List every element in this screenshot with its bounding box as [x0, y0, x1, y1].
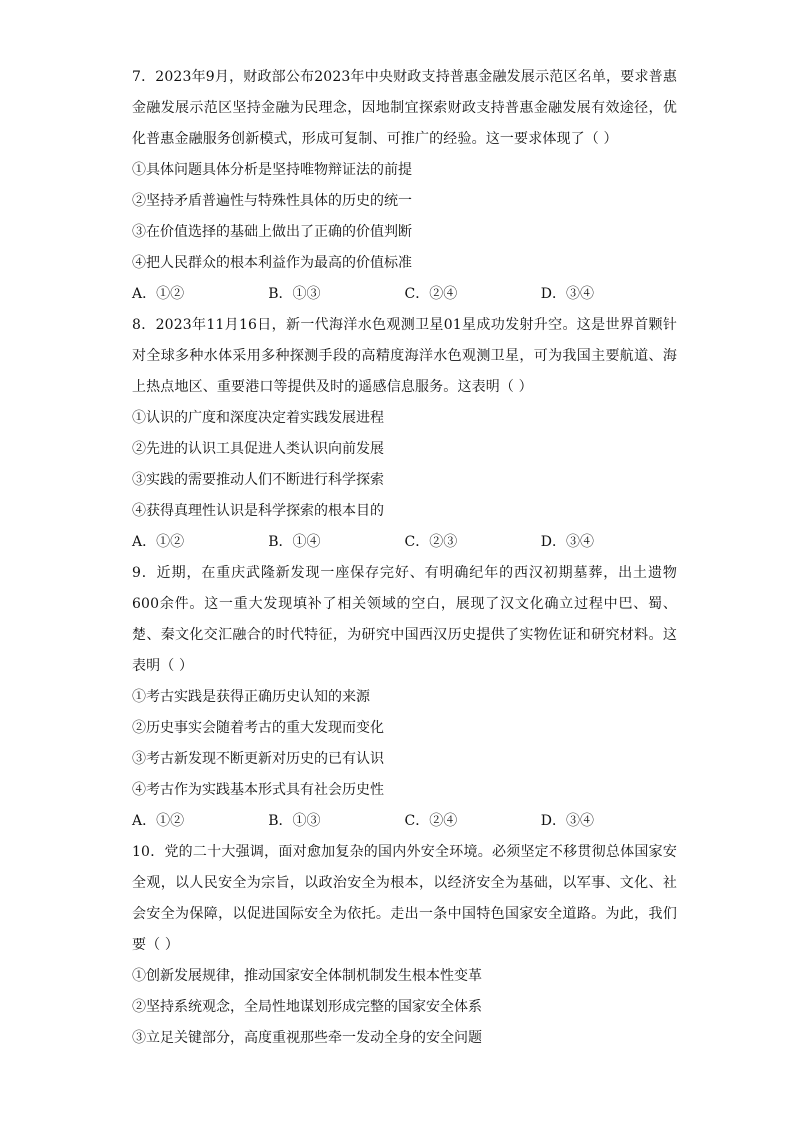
question-stem: 9．近期，在重庆武隆新发现一座保存完好、有明确纪年的西汉初期墓葬，出土遗物600余件。这一重大发现填补了相关领域的空白，展现了汉文化确立过程中巴、蜀、楚、秦文化交汇融合的时代特征，为研究中国西汉历史提供了实物佐证和研究材料。这表明（ ）	[132, 565, 677, 674]
statement-2: ②坚持系统观念，全局性地谋划形成完整的国家安全体系	[132, 999, 482, 1015]
statement-4: ④考古作为实践基本形式具有社会历史性	[132, 782, 384, 798]
statement-3: ③立足关键部分，高度重视那些牵一发动全身的安全问题	[132, 1030, 482, 1046]
choice-a: A．①②	[132, 534, 185, 550]
statement-2: ②历史事实会随着考古的重大发现而变化	[132, 720, 384, 736]
exam-content	[132, 62, 677, 1054]
statement-1: ①创新发展规律，推动国家安全体制机制发生根本性变革	[132, 968, 482, 984]
choice-d: D．③④	[540, 286, 594, 302]
question-8	[132, 310, 677, 558]
question-10	[132, 837, 677, 1054]
choice-c: C．②④	[404, 813, 458, 829]
question-stem: 7．2023年9月，财政部公布2023年中央财政支持普惠金融发展示范区名单，要求普惠金融发展示范区坚持金融为民理念，因地制宜探索财政支持普惠金融发展有效途径，优化普惠金融服务创新模式，形成可复制、可推广的经验。这一要求体现了（ ）	[132, 69, 677, 147]
question-9	[132, 558, 677, 837]
answer-choices	[132, 279, 677, 310]
statement-1: ①认识的广度和深度决定着实践发展进程	[132, 410, 384, 426]
choice-b: B．①③	[268, 286, 321, 302]
question-7	[132, 62, 677, 310]
statement-4: ④把人民群众的根本利益作为最高的价值标准	[132, 255, 412, 271]
choice-c: C．②④	[404, 286, 458, 302]
choice-b: B．①③	[268, 813, 321, 829]
choice-b: B．①④	[268, 534, 321, 550]
statement-3: ③在价值选择的基础上做出了正确的价值判断	[132, 224, 412, 240]
question-stem: 10．党的二十大强调，面对愈加复杂的国内外安全环境。必须坚定不移贯彻总体国家安全观，以人民安全为宗旨，以政治安全为根本，以经济安全为基础，以军事、文化、社会安全为保障，以促进国际安全为依托。走出一条中国特色国家安全道路。为此，我们要（ ）	[132, 844, 677, 953]
statement-1: ①考古实践是获得正确历史认知的来源	[132, 689, 370, 705]
question-stem: 8．2023年11月16日，新一代海洋水色观测卫星01星成功发射升空。这是世界首颗针对全球多种水体采用多种探测手段的高精度海洋水色观测卫星，可为我国主要航道、海上热点地区、重要港口等提供及时的遥感信息服务。这表明（ ）	[132, 317, 677, 395]
choice-d: D．③④	[540, 534, 594, 550]
statement-4: ④获得真理性认识是科学探索的根本目的	[132, 503, 384, 519]
statement-2: ②坚持矛盾普遍性与特殊性具体的历史的统一	[132, 193, 412, 209]
choice-c: C．②③	[404, 534, 458, 550]
answer-choices	[132, 806, 677, 837]
statement-2: ②先进的认识工具促进人类认识向前发展	[132, 441, 384, 457]
choice-a: A．①②	[132, 286, 185, 302]
statement-1: ①具体问题具体分析是坚持唯物辩证法的前提	[132, 162, 412, 178]
statement-3: ③实践的需要推动人们不断进行科学探索	[132, 472, 384, 488]
choice-d: D．③④	[540, 813, 594, 829]
answer-choices	[132, 527, 677, 558]
statement-3: ③考古新发现不断更新对历史的已有认识	[132, 751, 384, 767]
choice-a: A．①②	[132, 813, 185, 829]
